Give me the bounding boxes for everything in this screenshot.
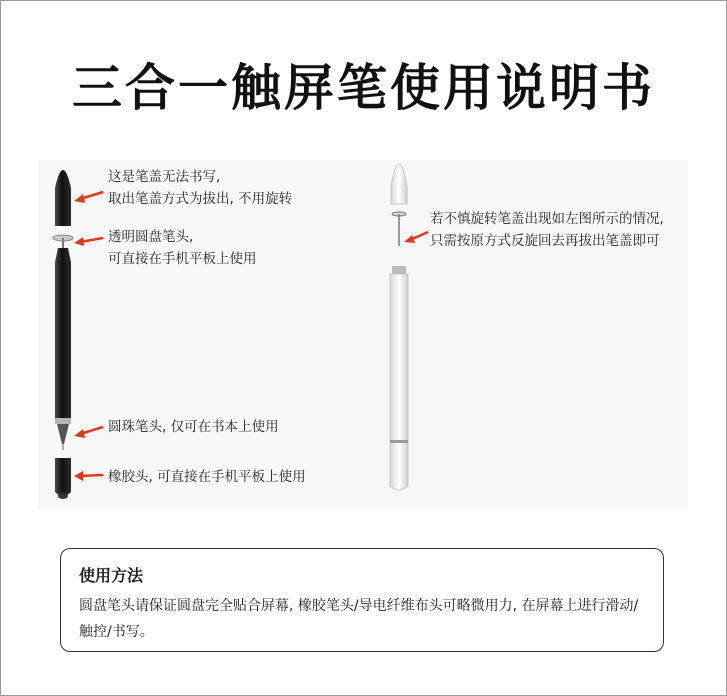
- black-pen-body: [55, 248, 71, 450]
- white-pen: [390, 164, 408, 490]
- arrow-rubber: [80, 475, 103, 476]
- ballpoint-note: 圆珠笔头, 仅可在书本上使用: [108, 419, 279, 435]
- twist-cap-note: 若不慎旋转笔盖出现如左图所示的情况, 只需按原方式反旋回去再拔出笔盖即可: [430, 211, 664, 249]
- black-pen-disc-tip: [53, 235, 73, 248]
- rubber-tip-note: 橡胶头, 可直接在手机平板上使用: [108, 469, 306, 485]
- disc-tip-note: 透明圆盘笔头, 可直接在手机平板上使用: [108, 229, 257, 267]
- black-pen-cap: [55, 170, 71, 226]
- usage-instructions-box: [60, 548, 664, 652]
- cap-note: 这是笔盖无法书写, 取出笔盖方式为拔出, 不用旋转: [108, 169, 293, 207]
- black-pen-rubber-tip: [55, 458, 71, 499]
- page-title: 三合一触屏笔使用说明书: [72, 59, 655, 117]
- usage-text: 圆盘笔头请保证圆盘完全贴合屏幕, 橡胶笔头/导电纤维布头可略微用力, 在屏幕上进行滑动/触控/书写。: [79, 598, 639, 640]
- usage-heading: 使用方法: [79, 566, 144, 585]
